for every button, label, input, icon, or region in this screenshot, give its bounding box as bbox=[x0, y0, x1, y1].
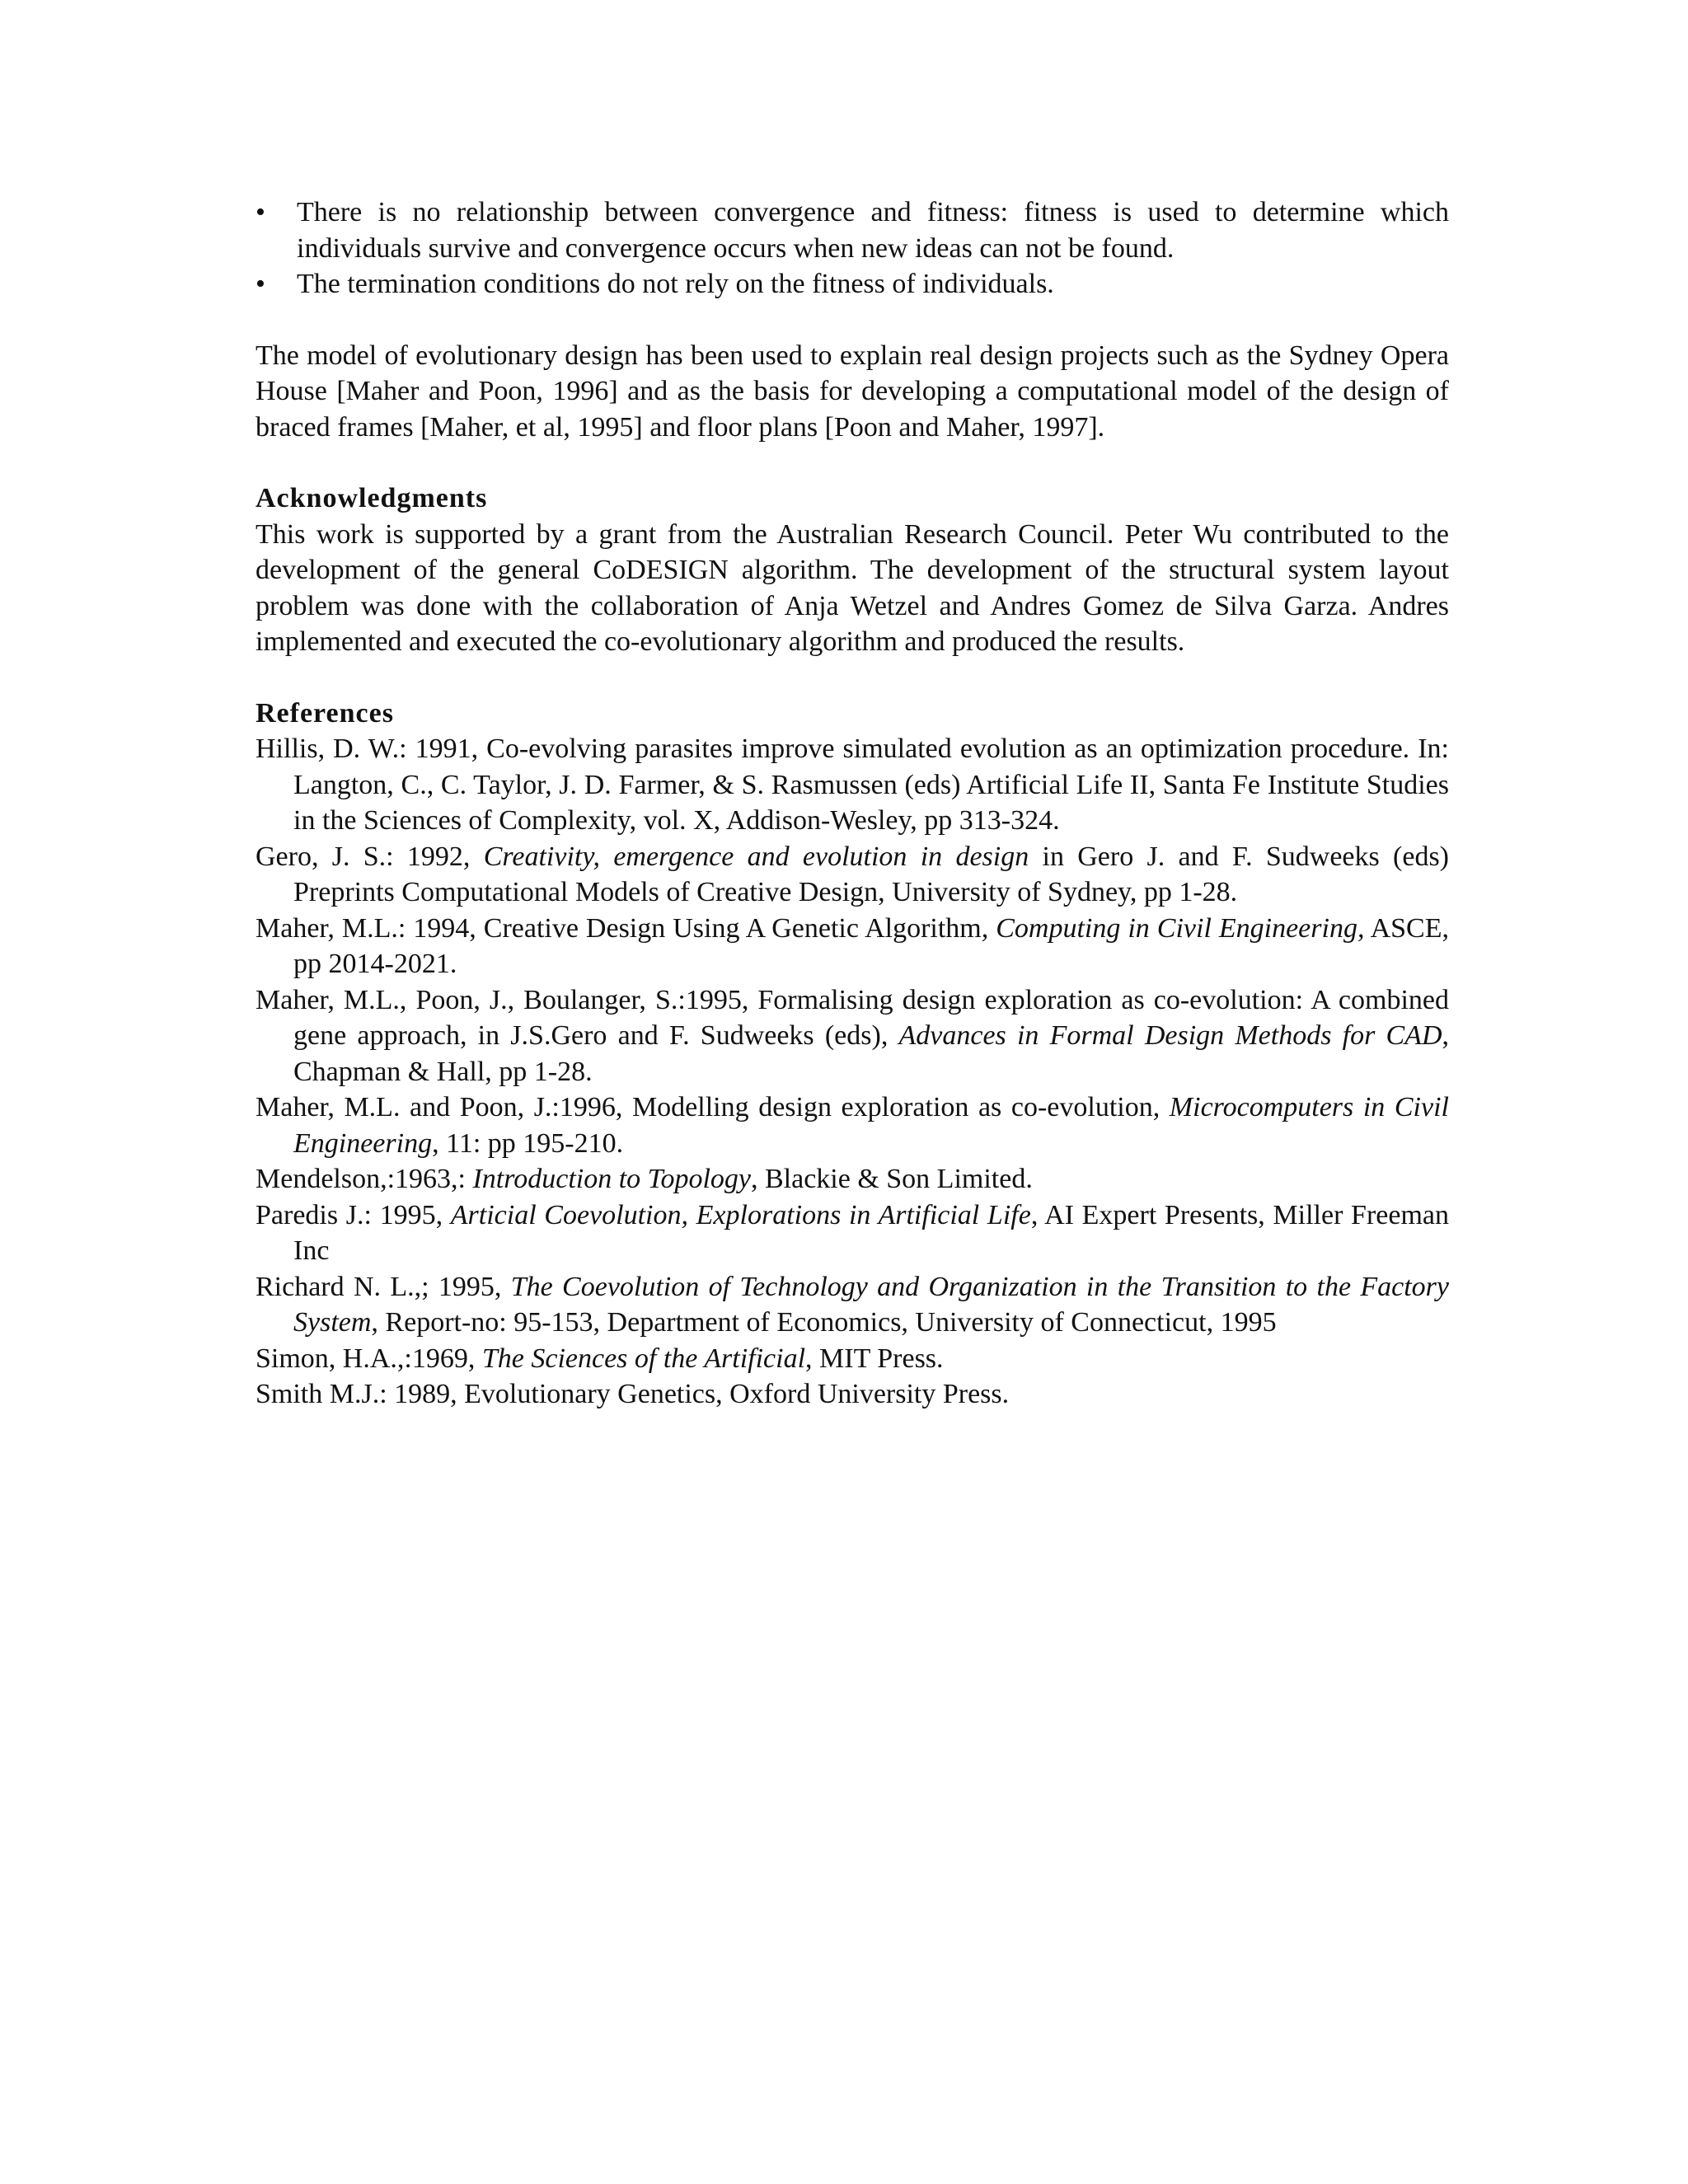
acknowledgments-heading: Acknowledgments bbox=[256, 483, 488, 513]
bullet-text: There is no relationship between convergence and fitness: fitness is used to determine which individuals survive and convergence occurs when new ideas can not be found. bbox=[297, 197, 1449, 264]
reference-item: Mendelson,:1963,: Introduction to Topology, Blackie & Son Limited. bbox=[256, 1164, 1033, 1194]
references-heading: References bbox=[256, 697, 394, 729]
reference-item: Simon, H.A.,:1969, The Sciences of the Artificial, MIT Press. bbox=[256, 1343, 944, 1374]
reference-item: Gero, J. S.: 1992, Creativity, emergence and evolution in design in Gero J. and F. Sudweeks (eds) Preprints Computational Models of Creative Design, University of Sydney, pp 1-28. bbox=[256, 841, 1450, 907]
bullet-marker: • bbox=[256, 269, 265, 299]
body-paragraph: The model of evolutionary design has been used to explain real design projects such as the Sydney Opera House [Maher and Poon, 1996] and as the basis for developing a computational model of the design of braced frames [Maher, et al, 1995] and floor plans [Poon and Maher, 1997]. bbox=[256, 340, 1449, 443]
reference-item: Maher, M.L. and Poon, J.:1996, Modelling design exploration as co-evolution, Microcomputers in Civil Engineering, 11: pp 195-210. bbox=[256, 1092, 1449, 1159]
reference-item: Richard N. L.,; 1995, The Coevolution of Technology and Organization in the Transition to the Factory System, Report-no: 95-153, Department of Economics, University of Connecticut, 1995 bbox=[256, 1271, 1449, 1338]
reference-list bbox=[256, 731, 1449, 1413]
reference-item: Maher, M.L., Poon, J., Boulanger, S.:1995, Formalising design exploration as co-evolution: A combined gene approach, in J.S.Gero and F. Sudweeks (eds), Advances in Formal Design Methods for CAD, Chapman & Hall, pp 1-28. bbox=[256, 984, 1449, 1087]
reference-item: Maher, M.L.: 1994, Creative Design Using A Genetic Algorithm, Computing in Civil Engineering, ASCE, pp 2014-2021. bbox=[256, 912, 1449, 979]
acknowledgments-text: This work is supported by a grant from the Australian Research Council. Peter Wu contributed to the development of the general CoDESIGN algorithm. The development of the structural system layout problem was done with the collaboration of Anja Wetzel and Andres Gomez de Silva Garza. Andres implemented and executed the co-evolutionary algorithm and produced the results. bbox=[256, 518, 1449, 657]
reference-item: Hillis, D. W.: 1991, Co-evolving parasites improve simulated evolution as an optimization procedure. In: Langton, C., C. Taylor, J. D. Farmer, & S. Rasmussen (eds) Artificial Life II, Santa Fe Institute Studies in the Sciences of Complexity, vol. X, Addison-Wesley, pp 313-324. bbox=[256, 733, 1449, 836]
bullet-text: The termination conditions do not rely on the fitness of individuals. bbox=[297, 269, 1054, 299]
bullet-item bbox=[256, 266, 1449, 302]
bullet-list bbox=[256, 194, 1449, 302]
reference-item: Paredis J.: 1995, Articial Coevolution, Explorations in Artificial Life, AI Expert Presents, Miller Freeman Inc bbox=[256, 1199, 1450, 1266]
bullet-item bbox=[256, 194, 1449, 266]
document-page bbox=[256, 194, 1449, 1413]
reference-item: Smith M.J.: 1989, Evolutionary Genetics, Oxford University Press. bbox=[256, 1379, 1010, 1409]
bullet-marker: • bbox=[256, 197, 265, 227]
